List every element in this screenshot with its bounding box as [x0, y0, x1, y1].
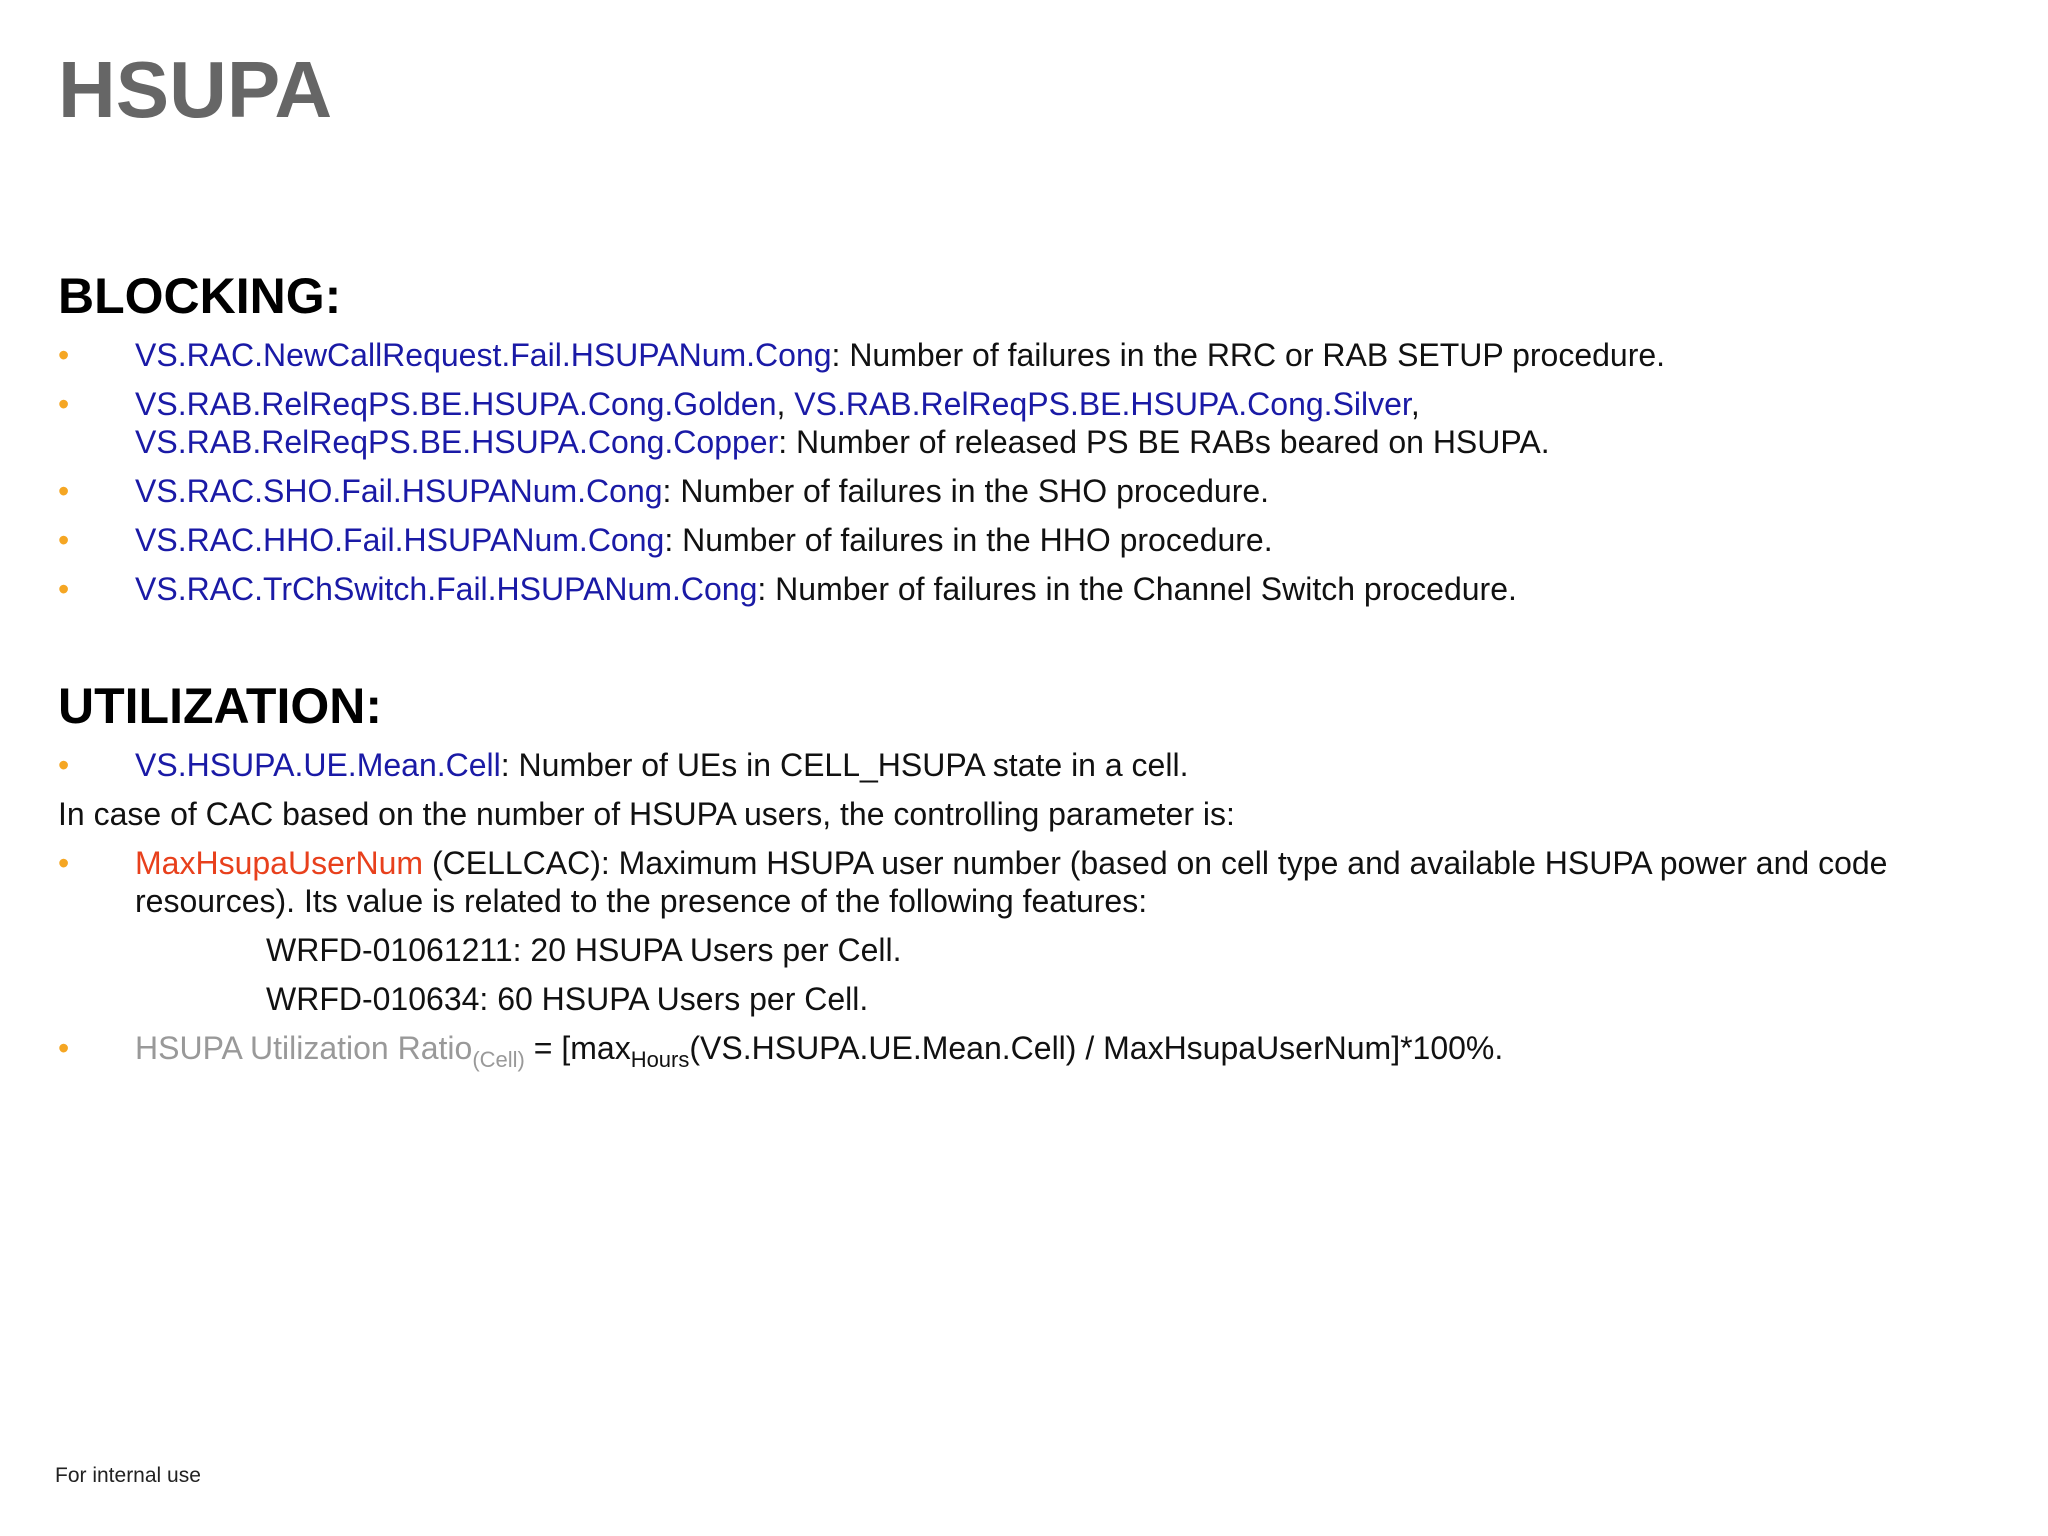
counter-description: : Number of failures in the SHO procedure.: [662, 472, 1270, 509]
page-title: HSUPA: [58, 45, 333, 134]
counter-description: : Number of failures in the HHO procedure.: [664, 521, 1273, 558]
counter-name: VS.RAC.TrChSwitch.Fail.HSUPANum.Cong: [135, 570, 758, 607]
bullet-icon: •: [58, 1029, 70, 1066]
list-item: [58, 336, 2008, 374]
footer-label: For internal use: [55, 1464, 201, 1487]
separator: ,: [1410, 385, 1420, 422]
counter-description: : Number of failures in the Channel Switch procedure.: [757, 570, 1517, 607]
counter-name: VS.RAB.RelReqPS.BE.HSUPA.Cong.Silver: [794, 385, 1411, 422]
separator: ,: [776, 385, 795, 422]
blocking-heading: BLOCKING:: [58, 268, 342, 324]
bullet-icon: •: [58, 570, 70, 607]
feature-line: WRFD-010634: 60 HSUPA Users per Cell.: [266, 980, 869, 1017]
counter-description: : Number of UEs in CELL_HSUPA state in a cell.: [500, 746, 1189, 783]
bullet-icon: •: [58, 746, 70, 783]
list-item: [58, 385, 2008, 461]
counter-name: VS.RAC.NewCallRequest.Fail.HSUPANum.Cong: [135, 336, 832, 373]
blocking-section: [58, 268, 2008, 619]
counter-description: : Number of failures in the RRC or RAB SETUP procedure.: [831, 336, 1666, 373]
formula-expression-end: (VS.HSUPA.UE.Mean.Cell) / MaxHsupaUserNum]*100%.: [689, 1029, 1504, 1066]
parameter-name: MaxHsupaUserNum: [135, 844, 424, 881]
formula-item: [58, 1029, 2008, 1072]
formula-max-subscript: Hours: [630, 1046, 690, 1072]
counter-name: VS.RAC.HHO.Fail.HSUPANum.Cong: [135, 521, 665, 558]
bullet-icon: •: [58, 844, 70, 881]
parameter-list: [58, 844, 2008, 920]
counter-name: VS.RAB.RelReqPS.BE.HSUPA.Cong.Golden: [135, 385, 777, 422]
list-item: [58, 746, 2008, 784]
utilization-list: [58, 746, 2008, 784]
list-item: [58, 521, 2008, 559]
bullet-icon: •: [58, 336, 70, 373]
counter-description: : Number of released PS BE RABs beared on HSUPA.: [778, 423, 1550, 460]
feature-line: WRFD-01061211: 20 HSUPA Users per Cell.: [266, 931, 902, 968]
counter-name: VS.RAC.SHO.Fail.HSUPANum.Cong: [135, 472, 663, 509]
list-item: [58, 844, 2008, 920]
utilization-heading: UTILIZATION:: [58, 678, 382, 734]
counter-name: VS.RAB.RelReqPS.BE.HSUPA.Cong.Copper: [135, 423, 779, 460]
bullet-icon: •: [58, 385, 70, 422]
formula-expression-start: = [max: [524, 1029, 631, 1066]
bullet-icon: •: [58, 521, 70, 558]
list-item: [58, 570, 2008, 608]
formula-list: [58, 1029, 2008, 1072]
utilization-section: [58, 678, 2008, 1078]
counter-name: VS.HSUPA.UE.Mean.Cell: [135, 746, 501, 783]
bullet-icon: •: [58, 472, 70, 509]
formula-name-subscript: (Cell): [472, 1046, 525, 1072]
blocking-list: [58, 336, 2008, 608]
parameter-description: (CELLCAC): Maximum HSUPA user number (based on cell type and available HSUPA power and code resources). Its value is related to the presence of the following features:: [135, 844, 1888, 919]
formula-name: HSUPA Utilization Ratio: [135, 1029, 473, 1066]
cac-intro-text: In case of CAC based on the number of HSUPA users, the controlling parameter is:: [58, 795, 1235, 832]
list-item: [58, 472, 2008, 510]
